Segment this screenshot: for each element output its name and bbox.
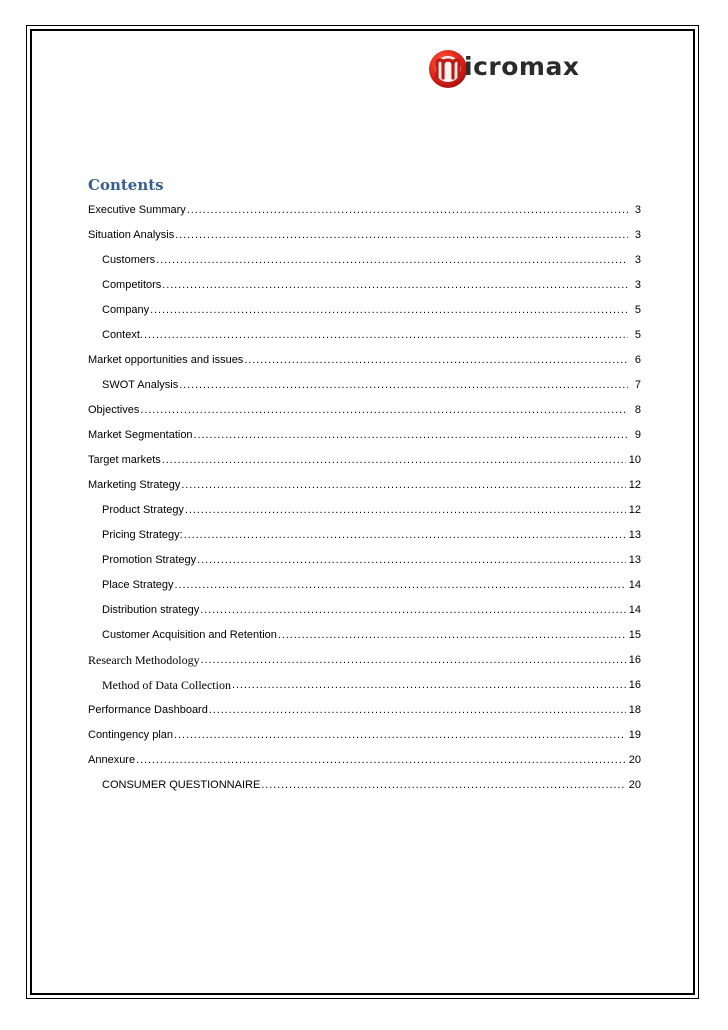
toc-leader-dots: [232, 678, 626, 692]
toc-label: Annexure: [88, 753, 136, 766]
toc-label: Distribution strategy: [102, 603, 200, 616]
toc-page-number: 13: [628, 528, 641, 541]
toc-entry-swot-analysis[interactable]: [88, 372, 641, 397]
toc-page-number: 18: [628, 703, 641, 716]
toc-page-number: 16: [628, 678, 641, 691]
logo-wordmark: icromax: [464, 52, 580, 81]
toc-entry-market-segmentation[interactable]: [88, 422, 641, 447]
toc-label: SWOT Analysis: [102, 378, 179, 391]
toc-label: Contingency plan: [88, 728, 174, 741]
toc-leader-dots: [184, 528, 626, 542]
toc-leader-dots: [244, 353, 628, 367]
toc-leader-dots: [156, 253, 628, 267]
toc-page-number: 14: [628, 578, 641, 591]
toc-page-number: 16: [628, 653, 641, 666]
toc-label: Research Methodology: [88, 652, 200, 667]
toc-entry-customers[interactable]: [88, 247, 641, 272]
toc-leader-dots: [201, 653, 626, 667]
toc-entry-context[interactable]: [88, 322, 641, 347]
toc-entry-product-strategy[interactable]: [88, 497, 641, 522]
toc-entry-pricing-strategy[interactable]: [88, 522, 641, 547]
toc-leader-dots: [194, 428, 628, 442]
toc-page-number: 10: [628, 453, 641, 466]
toc-label: Method of Data Collection: [102, 677, 231, 692]
toc-leader-dots: [144, 328, 628, 342]
toc-page-number: 7: [634, 378, 641, 391]
toc-leader-dots: [136, 753, 626, 767]
toc-entry-customer-acquisition[interactable]: [88, 622, 641, 647]
toc-entry-promotion-strategy[interactable]: [88, 547, 641, 572]
toc-leader-dots: [197, 553, 626, 567]
toc-label: Customers: [102, 253, 156, 266]
toc-entry-marketing-strategy[interactable]: [88, 472, 641, 497]
toc-leader-dots: [200, 603, 626, 617]
toc-label: CONSUMER QUESTIONNAIRE: [102, 778, 261, 791]
toc-leader-dots: [179, 378, 628, 392]
toc-entry-objectives[interactable]: [88, 397, 641, 422]
toc-page-number: 6: [634, 353, 641, 366]
toc-leader-dots: [162, 453, 626, 467]
toc-page-number: 3: [634, 203, 641, 216]
toc-page-number: 12: [628, 503, 641, 516]
toc-page-number: 14: [628, 603, 641, 616]
toc-page-number: 3: [634, 278, 641, 291]
toc-label: Company: [102, 303, 150, 316]
toc-page-number: 20: [628, 778, 641, 791]
toc-leader-dots: [209, 703, 626, 717]
toc-page-number: 15: [628, 628, 641, 641]
toc-leader-dots: [175, 228, 628, 242]
toc-leader-dots: [187, 203, 628, 217]
toc-page-number: 9: [634, 428, 641, 441]
toc-label: Place Strategy: [102, 578, 174, 591]
toc-entry-method-of-data-collection[interactable]: [88, 672, 641, 697]
toc-leader-dots: [174, 728, 626, 742]
toc-page-number: 12: [628, 478, 641, 491]
toc-entry-consumer-questionnaire[interactable]: [88, 772, 641, 797]
toc-entry-competitors[interactable]: [88, 272, 641, 297]
toc-label: Product Strategy: [102, 503, 184, 516]
toc-page-number: 5: [634, 303, 641, 316]
micromax-m-icon: [428, 49, 468, 89]
toc-entry-performance-dashboard[interactable]: [88, 697, 641, 722]
toc-leader-dots: [261, 778, 625, 792]
toc-leader-dots: [185, 503, 626, 517]
toc-entry-research-methodology[interactable]: [88, 647, 641, 672]
toc-leader-dots: [162, 278, 628, 292]
toc-label: Objectives: [88, 403, 140, 416]
micromax-logo: [428, 46, 638, 92]
toc-label: Marketing Strategy: [88, 478, 181, 491]
toc-label: Market opportunities and issues: [88, 353, 244, 366]
toc-label: Competitors: [102, 278, 162, 291]
toc-entry-market-opportunities[interactable]: [88, 347, 641, 372]
toc-label: Context.: [102, 328, 143, 341]
toc-page-number: 5: [634, 328, 641, 341]
toc-label: Situation Analysis: [88, 228, 175, 241]
toc-label: Pricing Strategy:: [102, 528, 183, 541]
toc-label: Customer Acquisition and Retention: [102, 628, 277, 641]
toc-leader-dots: [175, 578, 626, 592]
toc-page-number: 3: [634, 253, 641, 266]
toc-entry-company[interactable]: [88, 297, 641, 322]
toc-entry-situation-analysis[interactable]: [88, 222, 641, 247]
toc-label: Executive Summary: [88, 203, 186, 216]
contents-heading: Contents: [88, 176, 164, 194]
toc-entry-target-markets[interactable]: [88, 447, 641, 472]
toc-entry-contingency-plan[interactable]: [88, 722, 641, 747]
toc-entry-place-strategy[interactable]: [88, 572, 641, 597]
toc-page-number: 20: [628, 753, 641, 766]
toc-page-number: 19: [628, 728, 641, 741]
toc-label: Performance Dashboard: [88, 703, 208, 716]
toc-label: Market Segmentation: [88, 428, 193, 441]
toc-leader-dots: [150, 303, 628, 317]
toc-page-number: 3: [634, 228, 641, 241]
toc-page-number: 13: [628, 553, 641, 566]
toc-leader-dots: [181, 478, 625, 492]
toc-label: Target markets: [88, 453, 161, 466]
toc-label: Promotion Strategy: [102, 553, 197, 566]
toc-page-number: 8: [634, 403, 641, 416]
table-of-contents: [88, 197, 641, 797]
toc-entry-annexure[interactable]: [88, 747, 641, 772]
toc-leader-dots: [140, 403, 628, 417]
toc-entry-executive-summary[interactable]: [88, 197, 641, 222]
toc-leader-dots: [278, 628, 626, 642]
toc-entry-distribution-strategy[interactable]: [88, 597, 641, 622]
